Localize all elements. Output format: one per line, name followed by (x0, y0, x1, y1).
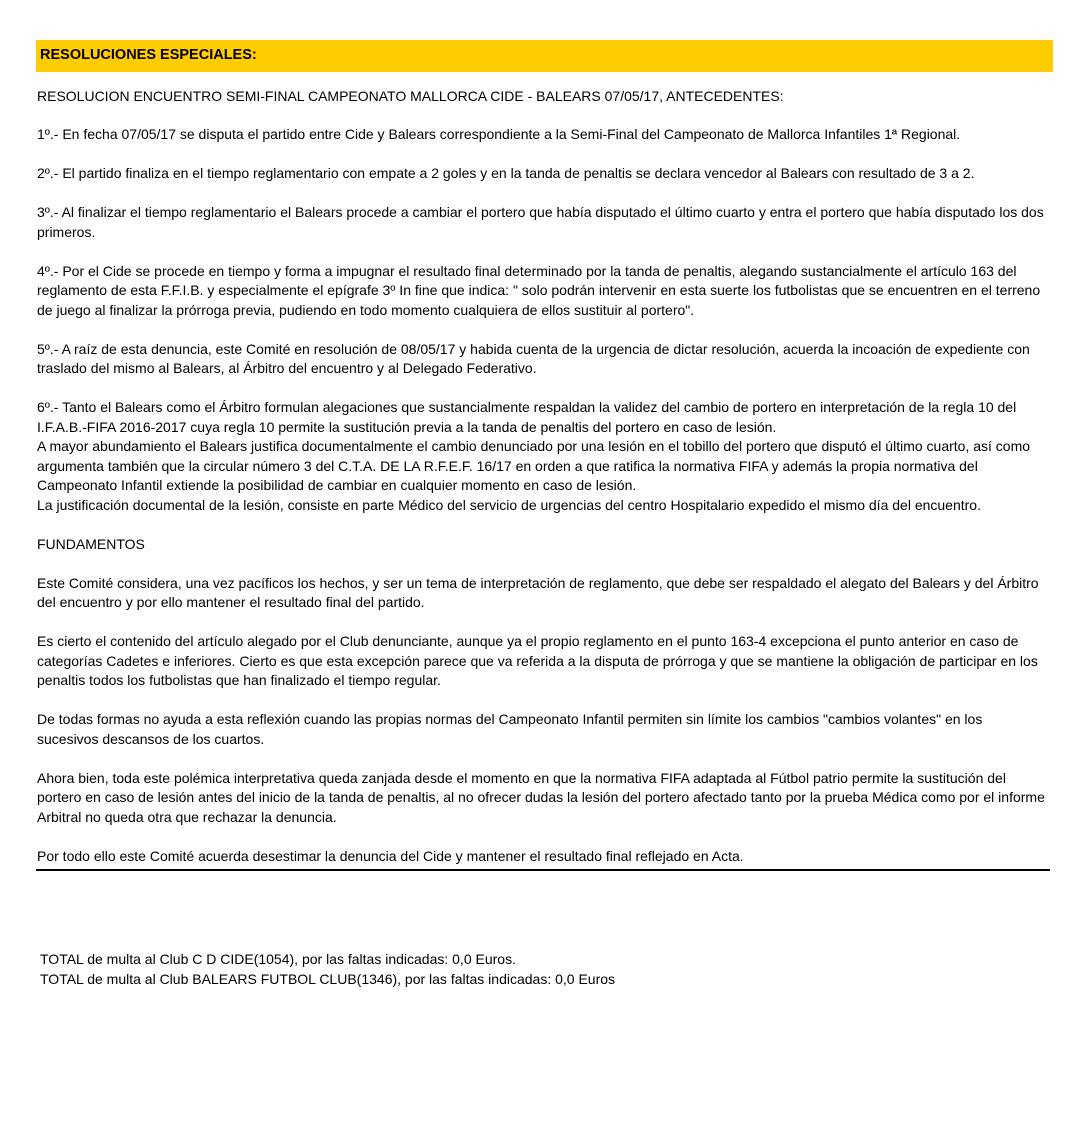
antecedente-6 (37, 398, 1047, 515)
final-resolution-block (36, 847, 1050, 872)
fine-total-cide: TOTAL de multa al Club C D CIDE(1054), por las faltas indicadas: 0,0 Euros. (40, 951, 516, 967)
antecedente-3: 3º.- Al finalizar el tiempo reglamentario el Balears procede a cambiar el portero que había disputado el último cuarto y entra el portero que había disputado los dos primeros. (37, 204, 1044, 240)
antecedente-4: 4º.- Por el Cide se procede en tiempo y forma a impugnar el resultado final determinado por la tanda de penaltis, alegando sustancialmente el artículo 163 del reglamento de esta F.F.I.B. y especialmente el epígrafe 3º In fine que indica: " solo podrán intervenir en esta suerte los futbolistas que se encuentren en el terreno de juego al finalizar la prórroga previa, pudiendo en todo momento cualquiera de ellos sustituir al portero". (37, 262, 1041, 318)
section-header-label: RESOLUCIONES ESPECIALES: (40, 47, 257, 63)
antecedente-6-documental: La justificación documental de la lesión, consiste en parte Médico del servicio de urgencias del centro Hospitalario expedido el mismo día del encuentro. (37, 496, 981, 513)
fundamento-2: Es cierto el contenido del artículo alegado por el Club denunciante, aunque ya el propio reglamento en el punto 163-4 excepciona el punto anterior en caso de categorías Cadetes e inferiores. Cierto es que esta excepción parece que va referida a la disputa de prórroga y que se mantiene la obligación de participar en los penaltis todos los futbolistas que han finalizado el tiempo regular. (37, 633, 1038, 688)
fundamentos-heading: FUNDAMENTOS (37, 535, 145, 552)
fine-total-balears: TOTAL de multa al Club BALEARS FUTBOL CLUB(1346), por las faltas indicadas: 0,0 Euros (40, 971, 616, 987)
fundamento-1: Este Comité considera, una vez pacíficos los hechos, y ser un tema de interpretación de reglamento, que debe ser respaldado el alegato del Balears y del Árbitro del encuentro y por ello mantener el resultado final del partido. (37, 574, 1039, 610)
fundamento-3: De todas formas no ayuda a esta reflexión cuando las propias normas del Campeonato Infantil permiten sin límite los cambios "cambios volantes" en los sucesivos descansos de los cuartos. (37, 711, 983, 747)
section-header-bar (36, 40, 1053, 72)
antecedente-6-alegaciones: 6º.- Tanto el Balears como el Árbitro formulan alegaciones que sustancialmente respaldan la validez del cambio de portero en interpretación de la regla 10 del I.F.A.B.-FIFA 2016-2017 cuya regla 10 permite la sustitución previa a la tanda de penaltis del portero en caso de lesión. (37, 399, 1017, 435)
antecedente-1: 1º.- En fecha 07/05/17 se disputa el partido entre Cide y Balears correspondiente a la Semi-Final del Campeonato de Mallorca Infantiles 1ª Regional. (37, 126, 961, 142)
antecedente-6-justificacion: A mayor abundamiento el Balears justifica documentalmente el cambio denunciado por una lesión en el tobillo del portero que disputó el último cuarto, así como argumenta también que la circular número 3 del C.T.A. DE LA R.F.E.F. 16/17 en orden a que ratifica la normativa FIFA y además la propia normativa del Campeonato Infantil extiende la posibilidad de cambiar en cualquier momento en caso de lesión. (37, 438, 1031, 493)
antecedente-2: 2º.- El partido finaliza en el tiempo reglamentario con empate a 2 goles y en la tanda de penaltis se declara vencedor al Balears con resultado de 3 a 2. (37, 165, 975, 181)
fines-totals (40, 949, 1053, 989)
resolution-title: RESOLUCION ENCUENTRO SEMI-FINAL CAMPEONATO MALLORCA CIDE - BALEARS 07/05/17, ANTECEDENTES: (37, 87, 784, 104)
fundamento-4: Ahora bien, toda este polémica interpretativa queda zanjada desde el momento en que la normativa FIFA adaptada al Fútbol patrio permite la sustitución del portero en caso de lesión antes del inicio de la tanda de penaltis, al no ofrecer dudas la lesión del portero afectado tanto por la prueba Médica como por el informe Arbitral no queda otra que rechazar la denuncia. (37, 769, 1045, 825)
final-resolution-text: Por todo ello este Comité acuerda desestimar la denuncia del Cide y mantener el resultado final reflejado en Acta. (37, 847, 744, 864)
antecedente-5: 5º.- A raíz de esta denuncia, este Comité en resolución de 08/05/17 y habida cuenta de la urgencia de dictar resolución, acuerda la incoación de expediente con traslado del mismo al Balears, al Árbitro del encuentro y al Delegado Federativo. (37, 340, 1030, 376)
